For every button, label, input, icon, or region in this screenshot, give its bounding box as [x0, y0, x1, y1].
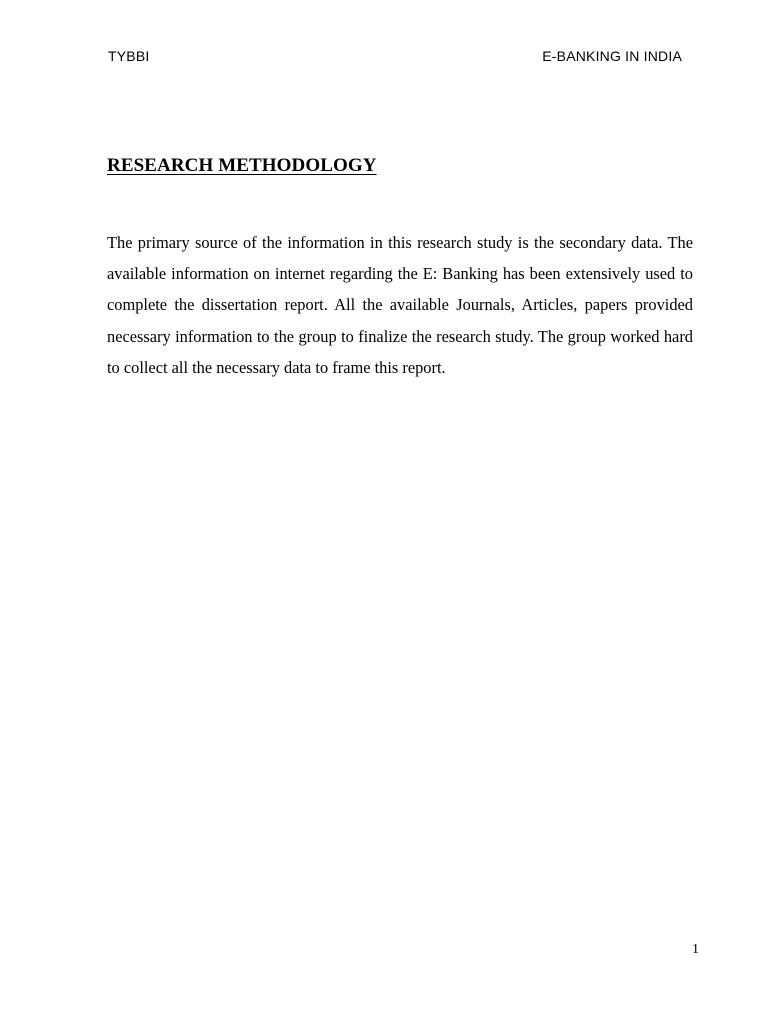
page-number: 1 — [692, 942, 699, 957]
body-paragraph: The primary source of the information in this research study is the secondary data. The available information on internet regarding the E: Banking has been extensively used to complete the dissertation report. All the available Journals, Articles, papers provided necessary information to the group to finalize the research study. The group worked hard to collect all the necessary data to frame this report. — [107, 233, 693, 377]
header-right-text: E-BANKING IN INDIA — [542, 48, 682, 64]
section-title: RESEARCH METHODOLOGY — [107, 155, 377, 176]
header-left-text: TYBBI — [108, 48, 150, 64]
